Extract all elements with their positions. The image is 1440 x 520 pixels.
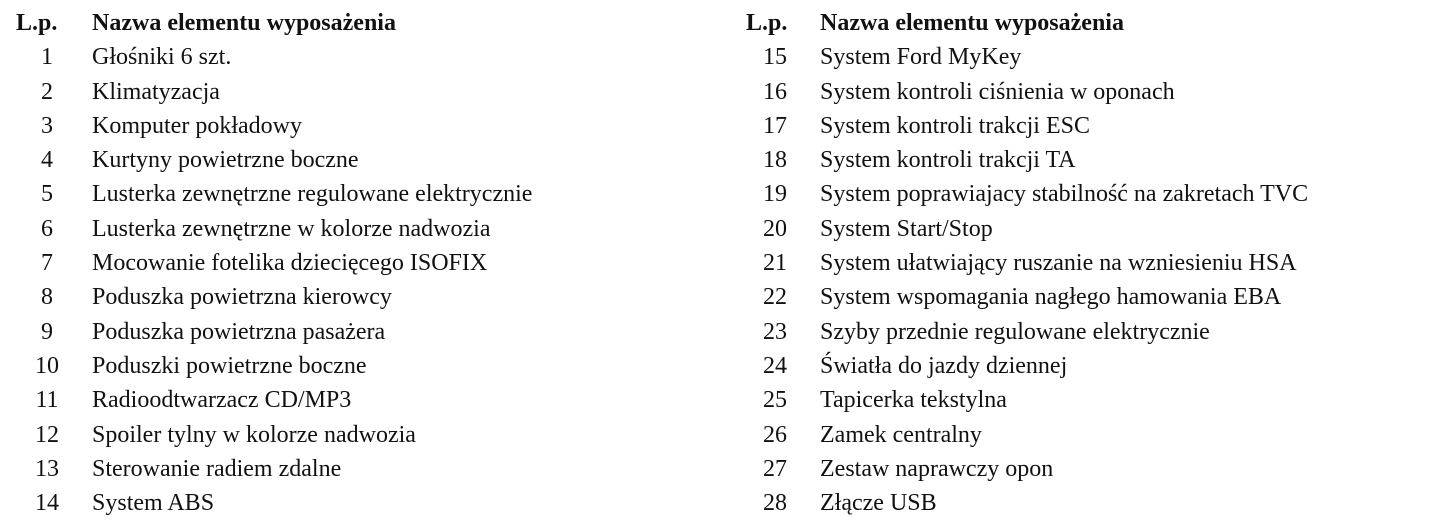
item-name: Lusterka zewnętrzne w kolorze nadwozia [92,215,491,242]
table-row [16,452,716,486]
header-number: L.p. [746,10,788,36]
item-number: 12 [35,421,59,448]
table-row [16,143,716,177]
table-header [746,6,1436,40]
table-row [16,40,716,74]
item-name: Poduszki powietrzne boczne [92,352,367,379]
item-name: System wspomagania nagłego hamowania EBA [820,284,1282,311]
item-number: 6 [41,215,53,242]
item-name: Lusterka zewnętrzne regulowane elektrycznie [92,181,533,208]
table-row [746,280,1436,314]
item-number: 18 [763,147,787,174]
table-row [16,212,716,246]
item-number: 5 [41,181,53,208]
right-rows [746,40,1436,520]
item-number: 2 [41,78,53,105]
item-name: System Ford MyKey [820,44,1022,71]
item-number: 24 [763,352,787,379]
equipment-list-right [746,6,1436,520]
item-number: 28 [763,490,787,517]
table-row [746,40,1436,74]
item-name: Zamek centralny [820,421,982,448]
item-number: 19 [763,181,787,208]
table-row [16,75,716,109]
header-name: Nazwa elementu wyposażenia [820,10,1124,36]
item-name: Złącze USB [820,490,937,517]
table-header [16,6,716,40]
item-number: 22 [763,284,787,311]
item-name: Światła do jazdy dziennej [820,352,1068,379]
table-row [16,177,716,211]
table-row [16,246,716,280]
item-number: 8 [41,284,53,311]
item-name: Głośniki 6 szt. [92,44,232,71]
item-number: 26 [763,421,787,448]
item-name: Klimatyzacja [92,78,220,105]
item-number: 9 [41,318,53,345]
item-number: 27 [763,455,787,482]
table-row [746,418,1436,452]
item-number: 3 [41,112,53,139]
item-number: 11 [35,387,59,414]
item-name: Sterowanie radiem zdalne [92,455,342,482]
item-name: System kontroli trakcji ESC [820,112,1090,139]
item-number: 16 [763,78,787,105]
table-row [16,383,716,417]
item-number: 20 [763,215,787,242]
table-row [16,315,716,349]
item-number: 1 [41,44,53,71]
item-name: Radioodtwarzacz CD/MP3 [92,387,352,414]
item-name: Zestaw naprawczy opon [820,455,1054,482]
table-row [16,109,716,143]
item-number: 17 [763,112,787,139]
item-name: Komputer pokładowy [92,112,302,139]
table-row [746,486,1436,520]
table-row [16,418,716,452]
item-name: System ABS [92,490,215,517]
table-row [16,280,716,314]
item-name: Poduszka powietrzna kierowcy [92,284,392,311]
item-name: System ułatwiający ruszanie na wzniesieniu HSA [820,250,1297,277]
table-row [746,452,1436,486]
item-name: Poduszka powietrzna pasażera [92,318,386,345]
item-number: 21 [763,250,787,277]
item-name: Spoiler tylny w kolorze nadwozia [92,421,416,448]
item-name: Mocowanie fotelika dziecięcego ISOFIX [92,250,488,277]
item-number: 14 [35,490,59,517]
item-number: 23 [763,318,787,345]
table-row [16,486,716,520]
table-row [746,75,1436,109]
item-number: 13 [35,455,59,482]
table-row [746,349,1436,383]
table-row [746,383,1436,417]
left-rows [16,40,716,520]
table-row [16,349,716,383]
item-name: Kurtyny powietrzne boczne [92,147,359,174]
item-number: 15 [763,44,787,71]
item-number: 4 [41,147,53,174]
table-row [746,177,1436,211]
table-row [746,315,1436,349]
item-name: System poprawiajacy stabilność na zakretach TVC [820,181,1309,208]
table-row [746,109,1436,143]
table-row [746,143,1436,177]
header-number: L.p. [16,10,58,36]
equipment-list-left [16,6,716,520]
table-row [746,212,1436,246]
item-name: System kontroli ciśnienia w oponach [820,78,1175,105]
header-name: Nazwa elementu wyposażenia [92,10,396,36]
table-row [746,246,1436,280]
item-number: 10 [35,352,59,379]
item-number: 7 [41,250,53,277]
item-number: 25 [763,387,787,414]
item-name: System Start/Stop [820,215,993,242]
item-name: Szyby przednie regulowane elektrycznie [820,318,1210,345]
item-name: System kontroli trakcji TA [820,147,1076,174]
item-name: Tapicerka tekstylna [820,387,1007,414]
